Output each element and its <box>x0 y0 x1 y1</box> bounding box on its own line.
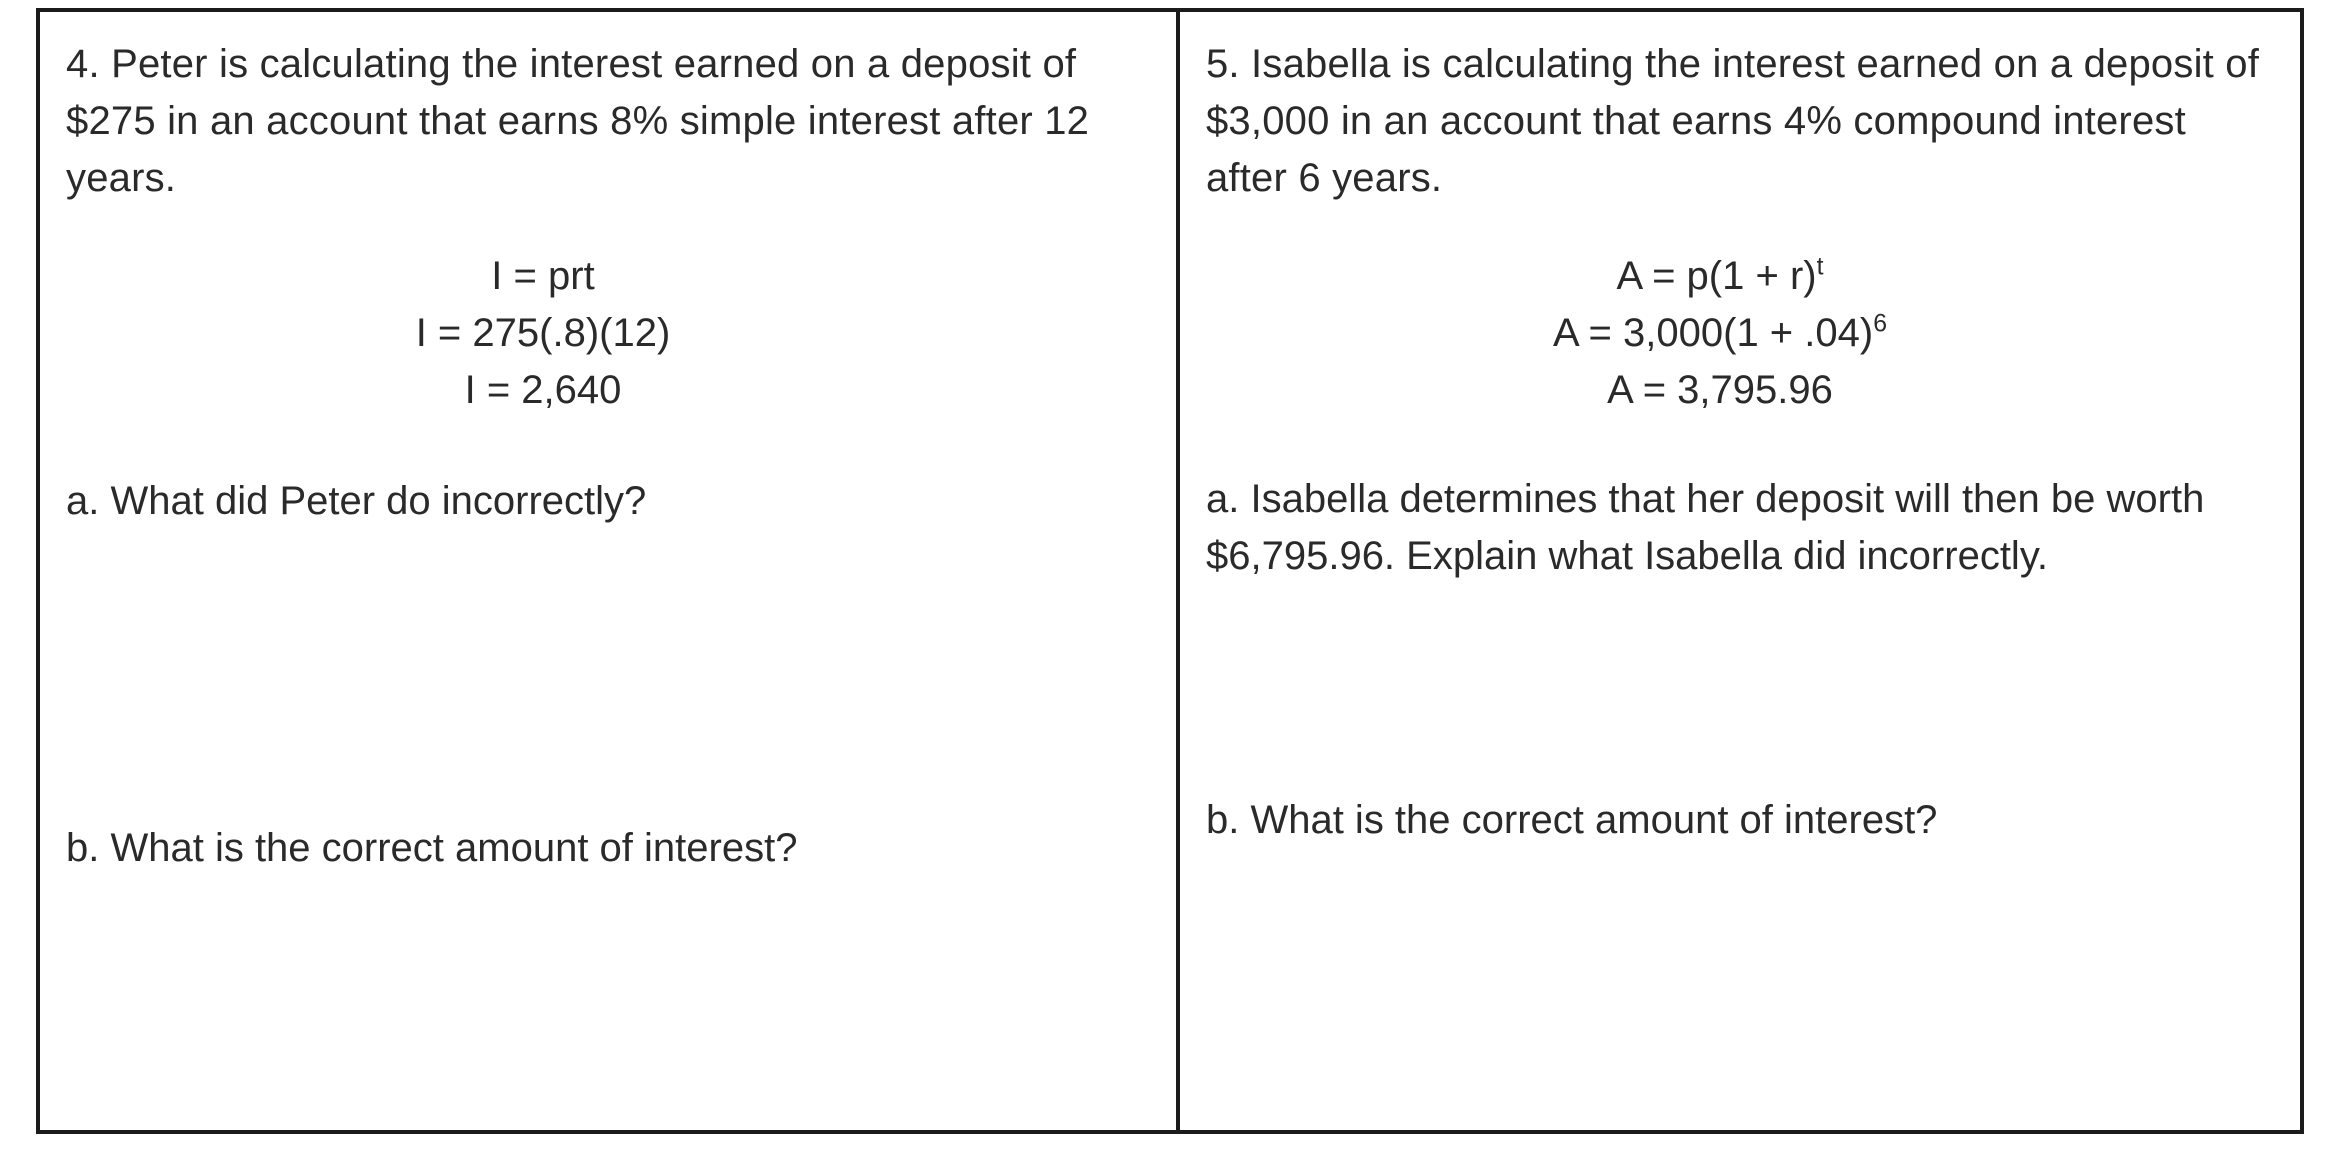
work-line-base: A = p(1 + r) <box>1616 254 1817 299</box>
answer-space-5a <box>1206 584 2274 792</box>
work-line-base: A = 3,795.96 <box>1607 367 1833 412</box>
problem-5-part-a: a. Isabella determines that her deposit will then be worth $6,795.96. Explain what Isabella did incorrectly. <box>1205 476 2205 578</box>
problem-5-prompt: 5. Isabella is calculating the interest earned on a deposit of $3,000 in an account that earns 4% compound interest after 6 years. <box>1205 42 2260 200</box>
problem-5-work <box>1206 248 2274 418</box>
problem-4-part-b: b. What is the correct amount of interest? <box>66 825 798 870</box>
answer-space-5b <box>1206 849 2274 1029</box>
work-line <box>1206 362 2274 419</box>
work-line: I = prt <box>491 254 595 299</box>
work-line: I = 2,640 <box>464 367 622 412</box>
problem-5-panel <box>1180 12 2300 1130</box>
problem-4-part-a: a. What did Peter do incorrectly? <box>66 478 647 523</box>
answer-space-4b <box>66 876 1150 1056</box>
work-line-exponent: t <box>1816 254 1824 282</box>
work-line <box>1206 248 2274 305</box>
answer-space-4a <box>66 530 1150 820</box>
problem-4-prompt: 4. Peter is calculating the interest earned on a deposit of $275 in an account that earns 8% simple interest after 12 years. <box>66 42 1090 200</box>
work-line-base: A = 3,000(1 + .04) <box>1552 311 1874 356</box>
problem-4-panel <box>40 12 1180 1130</box>
work-line: I = 275(.8)(12) <box>415 311 671 356</box>
work-line-exponent: 6 <box>1873 310 1887 338</box>
spacer <box>1206 419 2274 471</box>
problem-5-part-b: b. What is the correct amount of interest? <box>1205 798 1938 843</box>
problem-4-work <box>66 248 1150 418</box>
spacer <box>66 419 1150 473</box>
work-line <box>1206 305 2274 362</box>
worksheet-sheet <box>36 8 2304 1134</box>
